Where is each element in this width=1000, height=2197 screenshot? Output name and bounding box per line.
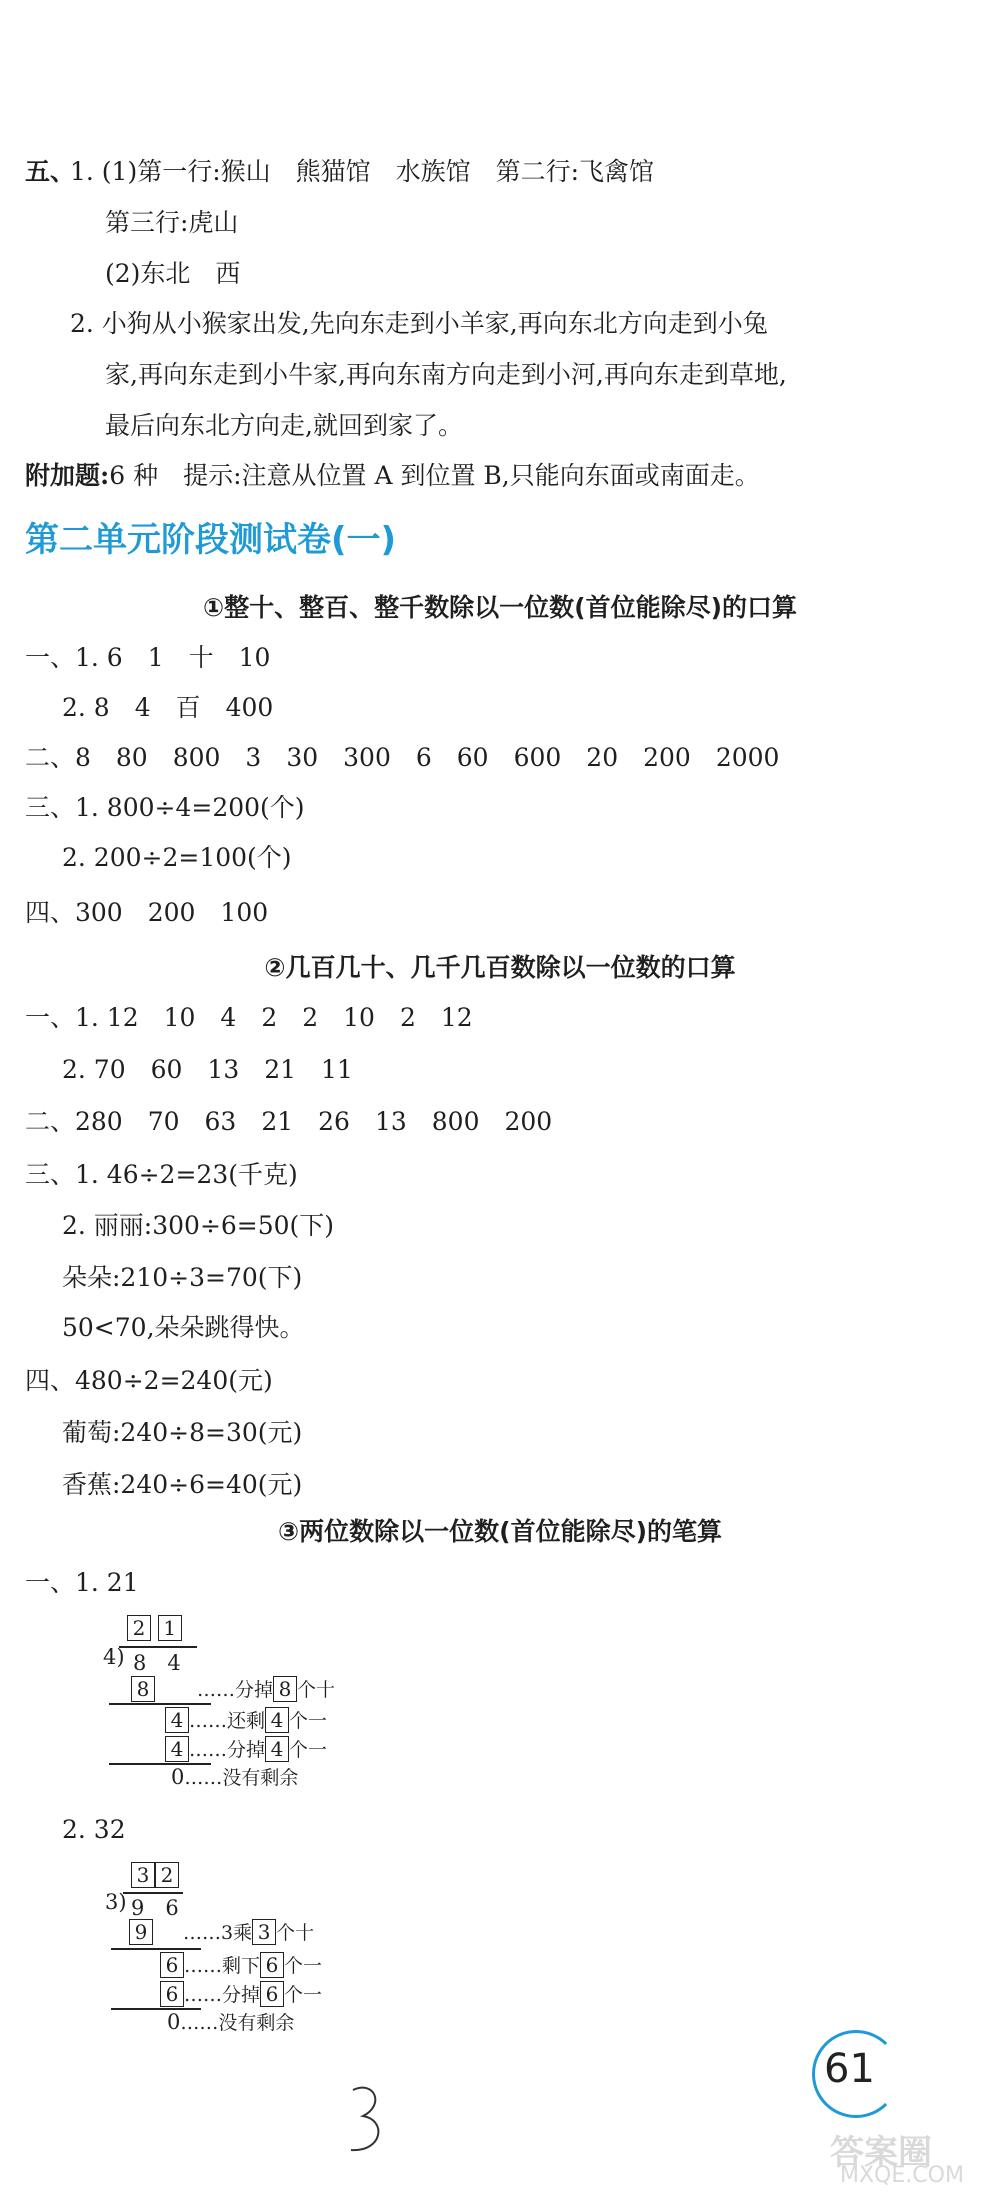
quotient: 3 2 <box>131 1862 179 1888</box>
sec5-line2: 第三行:虎山 <box>105 208 239 237</box>
step-row-4: 0……没有剩余 <box>171 1765 299 1789</box>
part2-q3a: 三、1. 46÷2=23(千克) <box>25 1160 298 1189</box>
part1-q3b: 2. 200÷2=100(个) <box>62 843 292 872</box>
divisor: 4) <box>103 1645 125 1669</box>
part2-q4b: 葡萄:240÷8=30(元) <box>62 1418 303 1447</box>
part3-q2: 2. 32 <box>62 1815 126 1844</box>
sec5-line1: 1. (1)第一行:猴山 熊猫馆 水族馆 第二行:飞禽馆 <box>70 157 655 186</box>
unit-title: 第二单元阶段测试卷(一) <box>25 520 397 560</box>
divisor: 3) <box>105 1890 127 1914</box>
step-row-3: 4 ……分掉 4 个一 <box>165 1735 327 1762</box>
step-row-1: 8 ……分掉 8 个十 <box>131 1675 335 1702</box>
part3-q1: 一、1. 21 <box>25 1568 139 1597</box>
part1-q3a: 三、1. 800÷4=200(个) <box>25 793 305 822</box>
extra-label: 附加题: <box>25 461 110 490</box>
sec5-line6: 最后向东北方向走,就回到家了。 <box>105 411 463 440</box>
page-number-text: 61 <box>824 2046 875 2092</box>
sec5-line3: (2)东北 西 <box>105 259 241 288</box>
long-division-2 <box>105 1862 405 2032</box>
extra-text: 6 种 提示:注意从位置 A 到位置 B,只能向东面或南面走。 <box>109 461 760 490</box>
handwritten-mark <box>345 2080 390 2160</box>
part2-q3c: 朵朵:210÷3=70(下) <box>62 1263 303 1292</box>
dividend: 9 6 <box>131 1896 179 1920</box>
step-row-4: 0……没有剩余 <box>167 2010 295 2034</box>
sec5-line4: 2. 小狗从小猴家出发,先向东走到小羊家,再向东北方向走到小兔 <box>70 309 768 338</box>
extra-question <box>25 458 760 494</box>
sec5-line5: 家,再向东走到小牛家,再向东南方向走到小河,再向东走到草地, <box>105 360 787 389</box>
part2-q4a: 四、480÷2=240(元) <box>25 1366 273 1395</box>
step-row-3: 6 ……分掉 6 个一 <box>160 1980 322 2007</box>
step-row-1: 9 ……3乘 3 个十 <box>129 1918 314 1945</box>
long-division-1 <box>95 1615 395 1789</box>
part2-q3d: 50<70,朵朵跳得快。 <box>62 1313 305 1342</box>
dividend: 8 4 <box>133 1651 181 1675</box>
part3-title: ③两位数除以一位数(首位能除尽)的笔算 <box>277 1517 723 1546</box>
part1-q1a: 一、1. 6 1 十 10 <box>25 643 271 672</box>
step-row-2: 6 ……剩下 6 个一 <box>160 1951 322 1978</box>
part2-q2: 二、280 70 63 21 26 13 800 200 <box>25 1107 553 1136</box>
sec5-prefix: 五、 <box>25 157 76 186</box>
part1-title: ①整十、整百、整千数除以一位数(首位能除尽)的口算 <box>202 593 798 622</box>
page-number <box>812 2030 900 2118</box>
part2-q1b: 2. 70 60 13 21 11 <box>62 1055 353 1084</box>
watermark-logo: 答案圈 <box>830 2133 932 2173</box>
rule-line <box>111 1948 201 1950</box>
step-row-2: 4 ……还剩 4 个一 <box>165 1706 327 1733</box>
quotient: 2 1 <box>127 1615 182 1641</box>
part1-q2: 二、8 80 800 3 30 300 6 60 600 20 200 2000 <box>25 743 780 772</box>
part2-title: ②几百几十、几千几百数除以一位数的口算 <box>264 953 736 982</box>
watermark-url: MXQE.COM <box>840 2163 964 2188</box>
part2-q3b: 2. 丽丽:300÷6=50(下) <box>62 1211 335 1240</box>
part2-q1a: 一、1. 12 10 4 2 2 10 2 12 <box>25 1003 473 1032</box>
part2-q4c: 香蕉:240÷6=40(元) <box>62 1470 303 1499</box>
part1-q1b: 2. 8 4 百 400 <box>62 693 274 722</box>
part1-q4: 四、300 200 100 <box>25 898 269 927</box>
rule-line <box>109 1703 211 1705</box>
